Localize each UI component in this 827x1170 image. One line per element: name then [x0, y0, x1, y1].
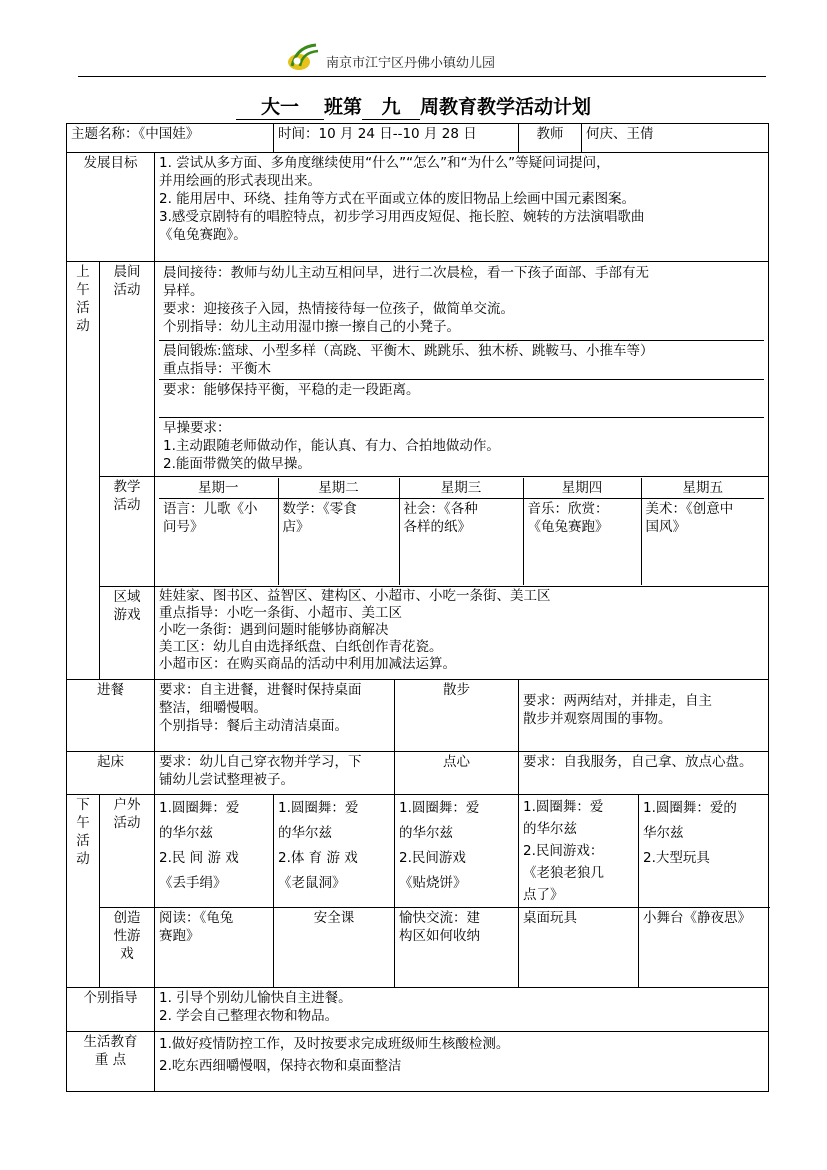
outdoor-cell: 1.圆圈舞：爱 的华尔兹 2.民间游戏： 《老狼老狼几 点了》 — [519, 794, 639, 907]
label-line: 活动 — [113, 814, 141, 831]
page-title — [0, 92, 827, 120]
teacher-label: 教师 — [519, 124, 582, 153]
area-row — [67, 586, 769, 679]
exercise-requirement: 要求：能够保持平衡，平稳的走一段距离。 — [159, 379, 764, 417]
goals-content — [155, 153, 769, 262]
meal-row — [67, 679, 769, 751]
afternoon-char: 活 — [76, 832, 90, 849]
morning-char: 活 — [76, 300, 90, 316]
creative-row — [67, 907, 769, 987]
teaching-label — [100, 477, 155, 587]
title-mid: 班第 — [323, 96, 362, 118]
area-line: 重点指导：小吃一条街、小超市、美工区 — [159, 604, 402, 621]
day-header: 星期五 — [641, 478, 764, 499]
label-line: 生活教育 — [83, 1033, 138, 1050]
walk-content — [519, 679, 769, 751]
outdoor-cell: 1.圆圈舞：爱 的华尔兹 2.民 间 游 戏 《丢手绢》 — [155, 794, 274, 907]
teaching-row — [67, 477, 769, 587]
title-week: 九 — [362, 92, 420, 120]
area-line: 小吃一条街：遇到问题时能够协商解决 — [159, 621, 389, 638]
morning-char: 动 — [76, 318, 90, 334]
individual-line: 2. 学会自己整理衣物和物品。 — [159, 1007, 339, 1024]
walk-line: 要求：两两结对，并排走，自主 — [523, 692, 713, 709]
wake-label: 起床 — [67, 751, 155, 794]
meal-label: 进餐 — [67, 679, 155, 751]
label-line: 区域 — [113, 588, 141, 605]
individual-label: 个别指导 — [67, 987, 155, 1031]
meal-line: 要求：自主进餐，进餐时保持桌面 — [159, 681, 362, 698]
label-line: 创造 — [113, 909, 141, 926]
life-row — [67, 1031, 769, 1091]
meal-line: 整洁，细嚼慢咽。 — [159, 699, 267, 716]
day-header: 星期三 — [399, 478, 523, 499]
lesson-cell: 社会：《各种 各样的纸》 — [399, 499, 523, 585]
afternoon-char: 下 — [76, 796, 90, 813]
day-header: 星期四 — [523, 478, 641, 499]
morning-char: 午 — [76, 282, 90, 298]
goal-line: 《龟兔赛跑》。 — [159, 227, 247, 243]
label-line: 重 点 — [94, 1051, 127, 1068]
label-line: 活动 — [113, 282, 141, 298]
snack-content: 要求：自我服务，自己拿、放点心盘。 — [519, 751, 769, 794]
life-line: 2.吃东西细嚼慢咽，保持衣物和桌面整洁 — [159, 1057, 402, 1074]
morning-char: 上 — [76, 264, 90, 280]
goal-line: 2. 能用居中、环绕、挂角等方式在平面或立体的废旧物品上绘画中国元素图案。 — [159, 191, 636, 207]
wake-row — [67, 751, 769, 794]
exercise-line: 晨间锻炼:篮球、小型多样（高跷、平衡木、跳跳乐、独木桥、跳鞍马、小推车等） — [163, 342, 654, 359]
label-line: 游戏 — [113, 606, 141, 623]
walk-label: 散步 — [395, 679, 519, 751]
lesson-cell: 音乐：欣赏： 《龟兔赛跑》 — [523, 499, 641, 585]
goal-line: 1. 尝试从多方面、多角度继续使用“什么”“怎么”和“为什么”等疑问词提问， — [159, 155, 610, 171]
meal-content — [155, 679, 395, 751]
page-header — [0, 38, 827, 78]
title-tail: 周教育教学活动计划 — [420, 96, 592, 118]
info-row — [67, 124, 769, 153]
area-content — [155, 586, 769, 679]
wake-line: 要求：幼儿自己穿衣物并学习，下 — [159, 753, 362, 770]
individual-content — [155, 987, 769, 1031]
reception-line: 晨间接待：教师与幼儿主动互相问早，进行二次晨检，看一下孩子面部、手部有无 — [163, 265, 649, 281]
meal-line: 个别指导：餐后主动清洁桌面。 — [159, 717, 348, 734]
title-class: 大一 — [236, 92, 324, 120]
goal-line: 并用绘画的形式表现出来。 — [159, 173, 321, 189]
morning-label — [67, 262, 100, 680]
creative-cell: 桌面玩具 — [519, 907, 639, 987]
creative-cell: 阅读：《龟兔 赛跑》 — [155, 907, 274, 987]
area-line: 小超市区：在购买商品的活动中利用加减法运算。 — [159, 655, 456, 672]
school-name: 南京市江宁区丹佛小镇幼儿园 — [326, 56, 496, 71]
reception-line: 个别指导：幼儿主动用湿巾擦一擦自己的小凳子。 — [163, 319, 460, 335]
outdoor-cell: 1.圆圈舞：爱 的华尔兹 2.体 育 游 戏 《老鼠洞》 — [274, 794, 395, 907]
label-line: 教学 — [113, 479, 141, 495]
exercise-line: 重点指导：平衡木 — [163, 360, 271, 377]
label-line: 活动 — [113, 497, 141, 513]
teaching-content — [155, 477, 769, 587]
lesson-cell: 语言：儿歌《小 问号》 — [159, 499, 278, 585]
outdoor-row — [67, 794, 769, 907]
outdoor-cell: 1.圆圈舞：爱 的华尔兹 2.民间游戏 《贴烧饼》 — [395, 794, 519, 907]
reception-line: 异样。 — [163, 283, 204, 299]
creative-cell: 安全课 — [274, 907, 395, 987]
time-cell: 时间：10 月 24 日--10 月 28 日 — [274, 124, 519, 153]
individual-line: 1. 引导个别幼儿愉快自主进餐。 — [159, 989, 352, 1006]
day-header: 星期一 — [159, 478, 278, 499]
theme-cell: 主题名称：《中国娃》 — [67, 124, 274, 153]
morning-activity-row — [67, 262, 769, 477]
drill-line: 1.主动跟随老师做动作，能认真、有力、合拍地做动作。 — [163, 437, 500, 454]
goal-line: 3.感受京剧特有的唱腔特点，初步学习用西皮短促、拖长腔、婉转的方法演唱歌曲 — [159, 209, 645, 225]
goals-label: 发展目标 — [67, 153, 155, 262]
label-line: 性游 — [113, 927, 141, 944]
outdoor-label — [100, 794, 155, 907]
creative-label — [100, 907, 155, 987]
wake-line: 铺幼儿尝试整理被子。 — [159, 771, 294, 788]
school-logo-icon — [286, 42, 320, 72]
morning-act-content — [155, 262, 769, 477]
afternoon-char: 动 — [76, 850, 90, 867]
header-rule — [78, 76, 766, 77]
walk-line: 散步并观察周围的事物。 — [523, 710, 672, 727]
lesson-cell: 数学：《零食 店》 — [278, 499, 399, 585]
afternoon-char: 午 — [76, 814, 90, 831]
label-line: 晨间 — [113, 264, 141, 280]
outdoor-cell: 1.圆圈舞：爱的 华尔兹 2.大型玩具 — [639, 794, 769, 907]
wake-content — [155, 751, 395, 794]
goals-row — [67, 153, 769, 262]
label-line: 户外 — [113, 796, 141, 813]
creative-cell: 愉快交流：建 构区如何收纳 — [395, 907, 519, 987]
snack-label: 点心 — [395, 751, 519, 794]
area-label — [100, 586, 155, 679]
day-header: 星期二 — [278, 478, 399, 499]
area-line: 娃娃家、图书区、益智区、建构区、小超市、小吃一条街、美工区 — [159, 587, 551, 604]
morning-act-subtable — [159, 263, 764, 475]
life-line: 1.做好疫情防控工作，及时按要求完成班级师生核酸检测。 — [159, 1035, 510, 1052]
afternoon-label — [67, 794, 100, 987]
drill-line: 2.能面带微笑的做早操。 — [163, 455, 311, 472]
reception-line: 要求：迎接孩子入园，热情接待每一位孩子，做简单交流。 — [163, 301, 514, 317]
label-line: 戏 — [120, 945, 134, 962]
individual-row — [67, 987, 769, 1031]
life-content — [155, 1031, 769, 1091]
creative-cell: 小舞台《静夜思》 — [639, 907, 769, 987]
life-label — [67, 1031, 155, 1091]
teacher-names: 何庆、王倩 — [582, 124, 769, 153]
teaching-week-table — [159, 478, 764, 585]
drill-line: 早操要求： — [163, 419, 231, 436]
morning-act-label — [100, 262, 155, 477]
plan-table — [66, 123, 769, 1092]
lesson-cell: 美术：《创意中 国风》 — [641, 499, 764, 585]
area-line: 美工区：幼儿自由选择纸盘、白纸创作青花瓷。 — [159, 638, 443, 655]
